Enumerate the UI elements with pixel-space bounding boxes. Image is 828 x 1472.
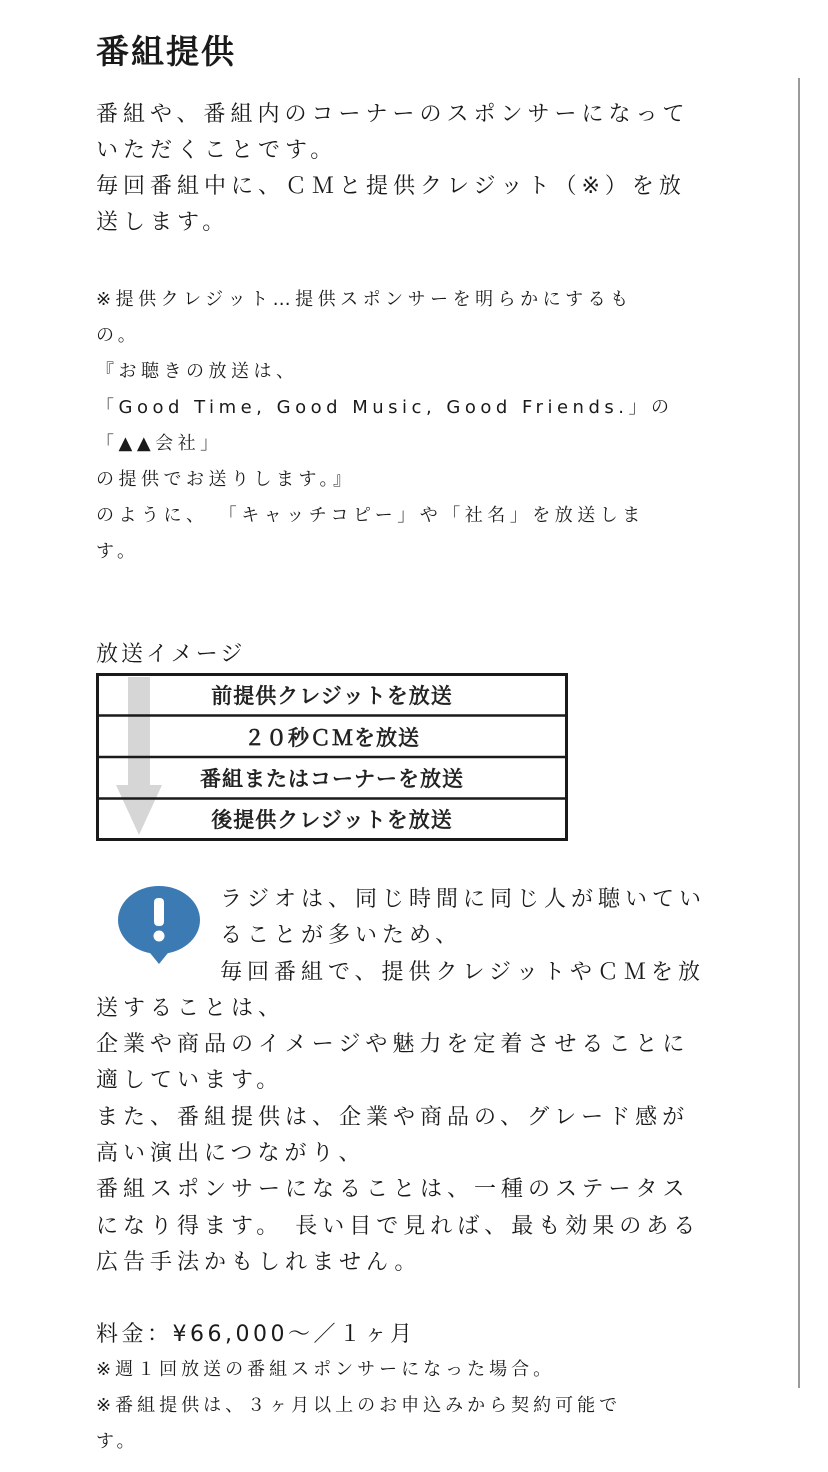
price-notes bbox=[96, 1352, 736, 1460]
body-line: また、番組提供は、企業や商品の、グレード感が bbox=[96, 1104, 690, 1130]
note-line: の提供でお送りします。』 bbox=[96, 469, 356, 490]
body-line: 高い演出につながり、 bbox=[96, 1141, 366, 1167]
lead-line: 毎回番組中に、ＣＭと提供クレジット（※）を放 bbox=[96, 174, 686, 199]
vertical-scroll-rule bbox=[798, 78, 800, 1388]
note-line: ※提供クレジット…提供スポンサーを明らかにするも bbox=[96, 289, 633, 310]
flow-step: ２０秒ＣＭを放送 bbox=[244, 726, 420, 750]
body-line: 送することは、 bbox=[96, 995, 286, 1021]
note-line: のように、 「キャッチコピー」や「社名」を放送しま bbox=[96, 505, 645, 526]
body-line: になり得ます。 長い目で見れば、最も効果のある bbox=[96, 1213, 701, 1239]
lead-line: 送します。 bbox=[96, 210, 230, 235]
body-line: 毎回番組で、提供クレジットやＣＭを放 bbox=[220, 959, 706, 985]
body-line: ラジオは、同じ時間に同じ人が聴いてい bbox=[220, 887, 707, 912]
body-line: 適しています。 bbox=[96, 1068, 284, 1094]
flow-step: 後提供クレジットを放送 bbox=[211, 808, 453, 832]
body-line: 広告手法かもしれません。 bbox=[96, 1249, 422, 1275]
price-note-line: ※週１回放送の番組スポンサーになった場合。 bbox=[96, 1359, 556, 1380]
note-line: す。 bbox=[96, 541, 140, 562]
lead-line: 番組や、番組内のコーナーのスポンサーになって bbox=[96, 102, 690, 127]
flow-step: 番組またはコーナーを放送 bbox=[200, 767, 464, 791]
price-text: 料金：¥66,000～／１ヶ月 bbox=[96, 1322, 416, 1347]
credit-note bbox=[96, 282, 736, 570]
price-note-line: す。 bbox=[96, 1431, 139, 1452]
note-line: の。 bbox=[96, 325, 141, 346]
note-line: 「Good Time, Good Music, Good Friends.」の bbox=[96, 397, 674, 418]
benefit-paragraph bbox=[96, 882, 736, 1281]
price-note-line: ※番組提供は、３ヶ月以上のお申込みから契約可能で bbox=[96, 1395, 622, 1416]
flow-step: 前提供クレジットを放送 bbox=[211, 684, 453, 708]
body-line: 企業や商品のイメージや魅力を定着させることに bbox=[96, 1032, 690, 1058]
broadcast-flow-diagram bbox=[96, 673, 568, 841]
lead-line: いただくことです。 bbox=[96, 138, 338, 163]
note-line: 「▲▲会社」 bbox=[96, 433, 223, 454]
lead-paragraph bbox=[96, 97, 736, 241]
note-line: 『お聴きの放送は、 bbox=[96, 361, 299, 382]
broadcast-image-label: 放送イメージ bbox=[96, 642, 246, 667]
page-title: 番組提供 bbox=[96, 32, 236, 71]
body-line: ることが多いため、 bbox=[220, 923, 463, 949]
body-line: 番組スポンサーになることは、一種のステータス bbox=[96, 1177, 690, 1203]
